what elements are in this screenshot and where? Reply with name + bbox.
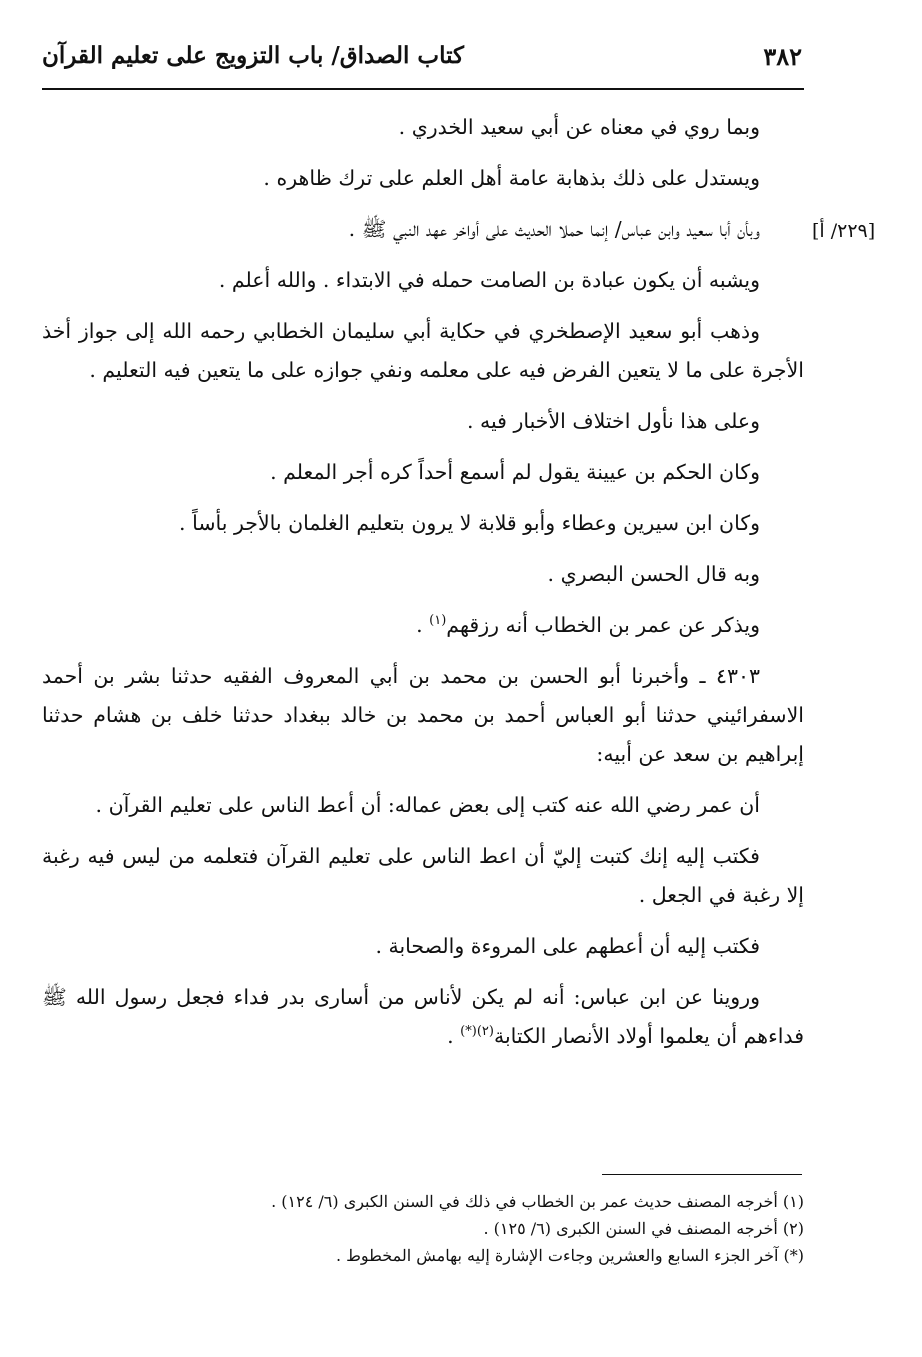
footnote: (*) آخر الجزء السابع والعشرين وجاءت الإشارة إليه بهامش المخطوط . [335,1246,804,1265]
sentence-end: . [416,613,430,637]
manuscript-folio-reference: [٢٢٩/ أ] [812,220,876,242]
hadith-paragraph: ٤٣٠٣ ـ وأخبرنا أبو الحسن بن محمد بن أبي المعروف الفقيه حدثنا بشر بن أحمد الاسفرائيني حدثنا أبو العباس أحمد بن محمد بن خالد ببغداد حدثنا خلف بن هشام حدثنا إبراهيم بن سعد عن أبيه: [42,664,804,766]
paragraph: أن عمر رضي الله عنه كتب إلى بعض عماله: أن أعط الناس على تعليم القرآن . [95,793,760,817]
page-number: ٣٨٢ [763,42,802,71]
paragraph [42,606,804,645]
paragraph-text: ويذكر عن عمر بن الخطاب أنه رزقهم [446,613,760,637]
footnotes [42,1188,804,1269]
footnote-divider [602,1174,802,1175]
paragraph: وبه قال الحسن البصري . [547,562,760,586]
paragraph-text: وروينا عن ابن عباس: أنه لم يكن لأناس من أسارى بدر فداء فجعل رسول الله ﷺ فداءهم أن يعلموا أولاد الأنصار الكتابة [42,985,804,1048]
paragraph: وبأن أبا سعيد وابن عباس/ إنما حملا الحديث على أواخر عهد النبي ﷺ . [348,217,760,241]
footnote-marker: (*) [460,1024,477,1040]
paragraph: وكان الحكم بن عيينة يقول لم أسمع أحداً كره أجر المعلم . [270,460,760,484]
paragraph: وعلى هذا نأول اختلاف الأخبار فيه . [466,409,760,433]
main-text [42,108,804,1068]
paragraph: وكان ابن سيرين وعطاء وأبو قلابة لا يرون بتعليم الغلمان بالأجر بأساً . [179,511,760,535]
paragraph: ويشبه أن يكون عبادة بن الصامت حمله في الابتداء . والله أعلم . [218,268,760,292]
sentence-end: . [447,1024,461,1048]
footnote-marker: (١) [429,613,447,629]
footnote: (٢) أخرجه المصنف في السنن الكبرى (٦/ ١٢٥) . [483,1219,804,1238]
running-title: كتاب الصداق/ باب التزويج على تعليم القرآن [42,42,464,69]
footnote-marker: (٢) [476,1024,494,1040]
paragraph: فكتب إليه أن أعطهم على المروءة والصحابة . [375,934,760,958]
paragraph [42,978,804,1056]
page-header [42,38,804,90]
paragraph: وذهب أبو سعيد الإصطخري في حكاية أبي سليمان الخطابي رحمه الله إلى جواز أخذ الأجرة على ما لا يتعين الفرض فيه على معلمه ونفي جوازه على ما يتعين فيه التعليم . [42,319,804,382]
paragraph: فكتب إليه إنك كتبت إليّ أن اعط الناس على تعليم القرآن فتعلمه من ليس فيه رغبة إلا رغبة في الجعل . [42,844,804,907]
paragraph: وبما روي في معناه عن أبي سعيد الخدري . [398,115,760,139]
paragraph: ويستدل على ذلك بذهابة عامة أهل العلم على ترك ظاهره . [263,166,760,190]
footnote: (١) أخرجه المصنف حديث عمر بن الخطاب في ذلك في السنن الكبرى (٦/ ١٢٤) . [271,1192,804,1211]
